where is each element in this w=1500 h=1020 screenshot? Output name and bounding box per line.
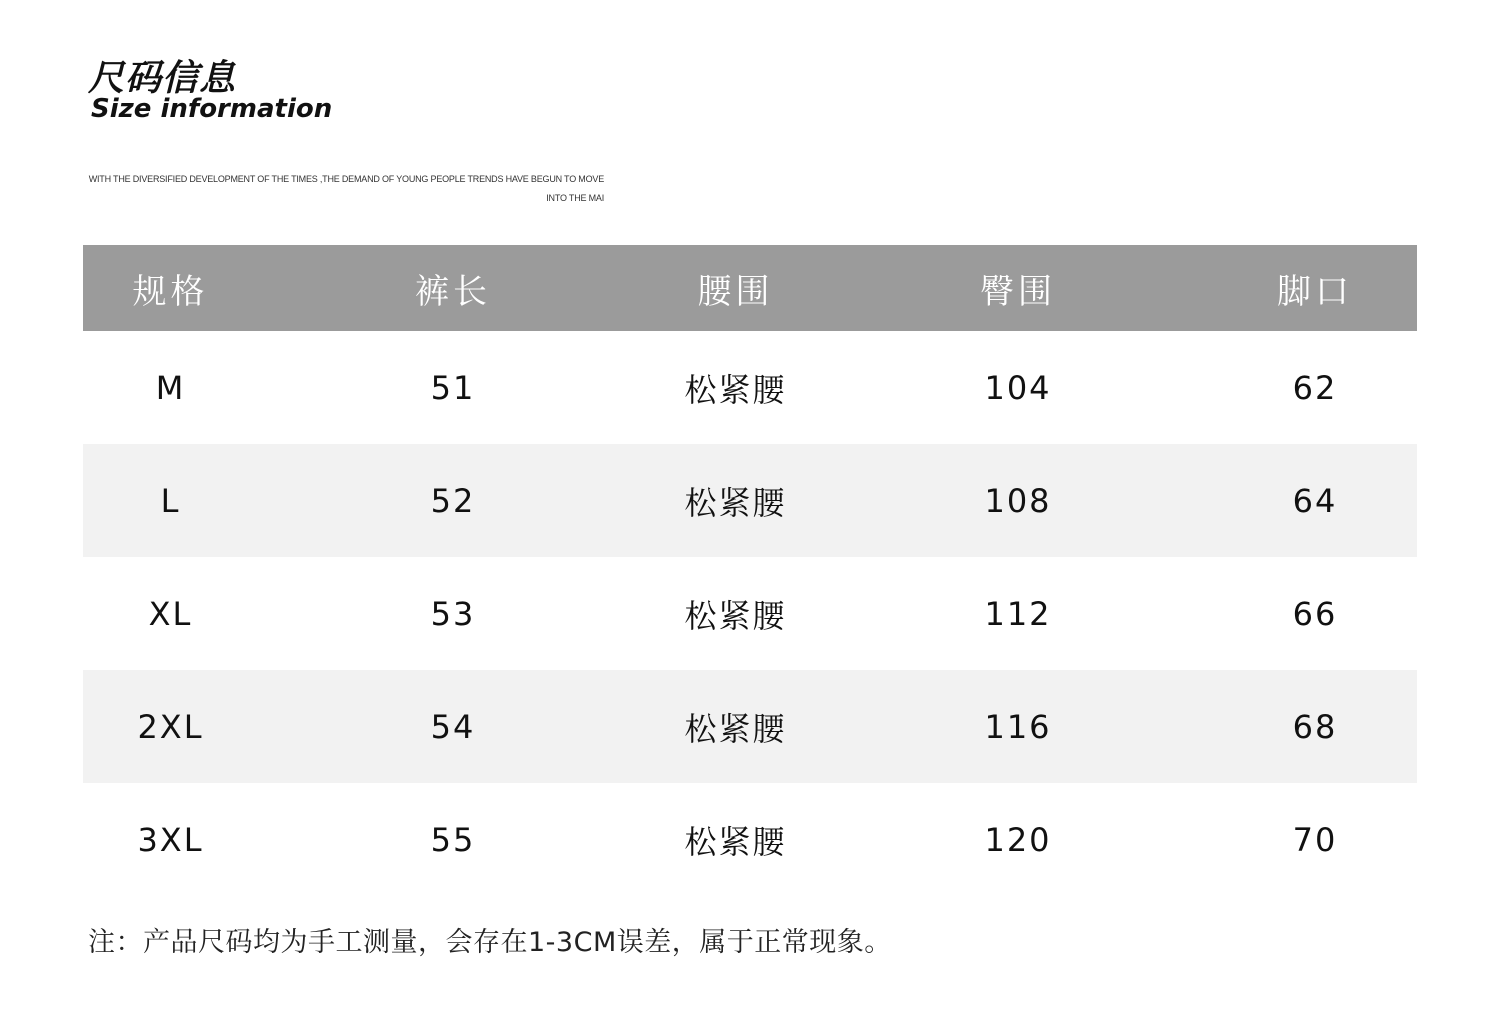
cell-leg-opening: 70	[1292, 820, 1338, 859]
header-pants-length: 裤长	[258, 245, 648, 331]
table-row	[83, 444, 1417, 557]
cell-hip: 120	[984, 820, 1052, 859]
table-header-row	[83, 245, 1417, 331]
cell-pants-length: 52	[258, 444, 648, 557]
cell-waist: 松紧腰	[684, 596, 787, 635]
cell-pants-length: 51	[430, 368, 476, 407]
cell-hip: 116	[823, 670, 1213, 783]
cell-hip: 104	[984, 368, 1052, 407]
cell-size: M	[155, 368, 186, 407]
cell-pants-length: 55	[430, 820, 476, 859]
page-title: 尺码信息	[88, 58, 237, 99]
table-row	[83, 670, 1417, 783]
measurement-note: 注：产品尺码均为手工测量，会存在1-3CM误差，属于正常现象。	[88, 927, 892, 958]
cell-pants-length: 54	[258, 670, 648, 783]
page-subtitle: Size information	[91, 94, 333, 124]
cell-waist: 松紧腰	[648, 670, 823, 783]
cell-hip: 108	[823, 444, 1213, 557]
cell-size: 3XL	[137, 820, 204, 859]
cell-size: 2XL	[83, 670, 258, 783]
size-table	[83, 245, 1417, 896]
header-leg-opening: 脚口	[1213, 245, 1417, 331]
header-waist: 腰围	[648, 245, 823, 331]
header-hip: 臀围	[823, 245, 1213, 331]
header-size: 规格	[83, 245, 258, 331]
cell-leg-opening: 62	[1292, 368, 1338, 407]
cell-waist: 松紧腰	[684, 822, 787, 861]
cell-size: L	[83, 444, 258, 557]
cell-waist: 松紧腰	[648, 444, 823, 557]
cell-size: XL	[148, 594, 193, 633]
cell-waist: 松紧腰	[684, 370, 787, 409]
cell-hip: 112	[984, 594, 1052, 633]
table-row	[83, 331, 1417, 444]
cell-leg-opening: 66	[1292, 594, 1338, 633]
table-row	[83, 783, 1417, 896]
cell-pants-length: 53	[430, 594, 476, 633]
cell-leg-opening: 68	[1213, 670, 1417, 783]
cell-leg-opening: 64	[1213, 444, 1417, 557]
tagline-text: WITH THE DIVERSIFIED DEVELOPMENT OF THE TIMES ,THE DEMAND OF YOUNG PEOPLE TRENDS HAVE BEGUN TO MOVE INTO THE MAI	[88, 174, 604, 203]
table-row	[83, 557, 1417, 670]
